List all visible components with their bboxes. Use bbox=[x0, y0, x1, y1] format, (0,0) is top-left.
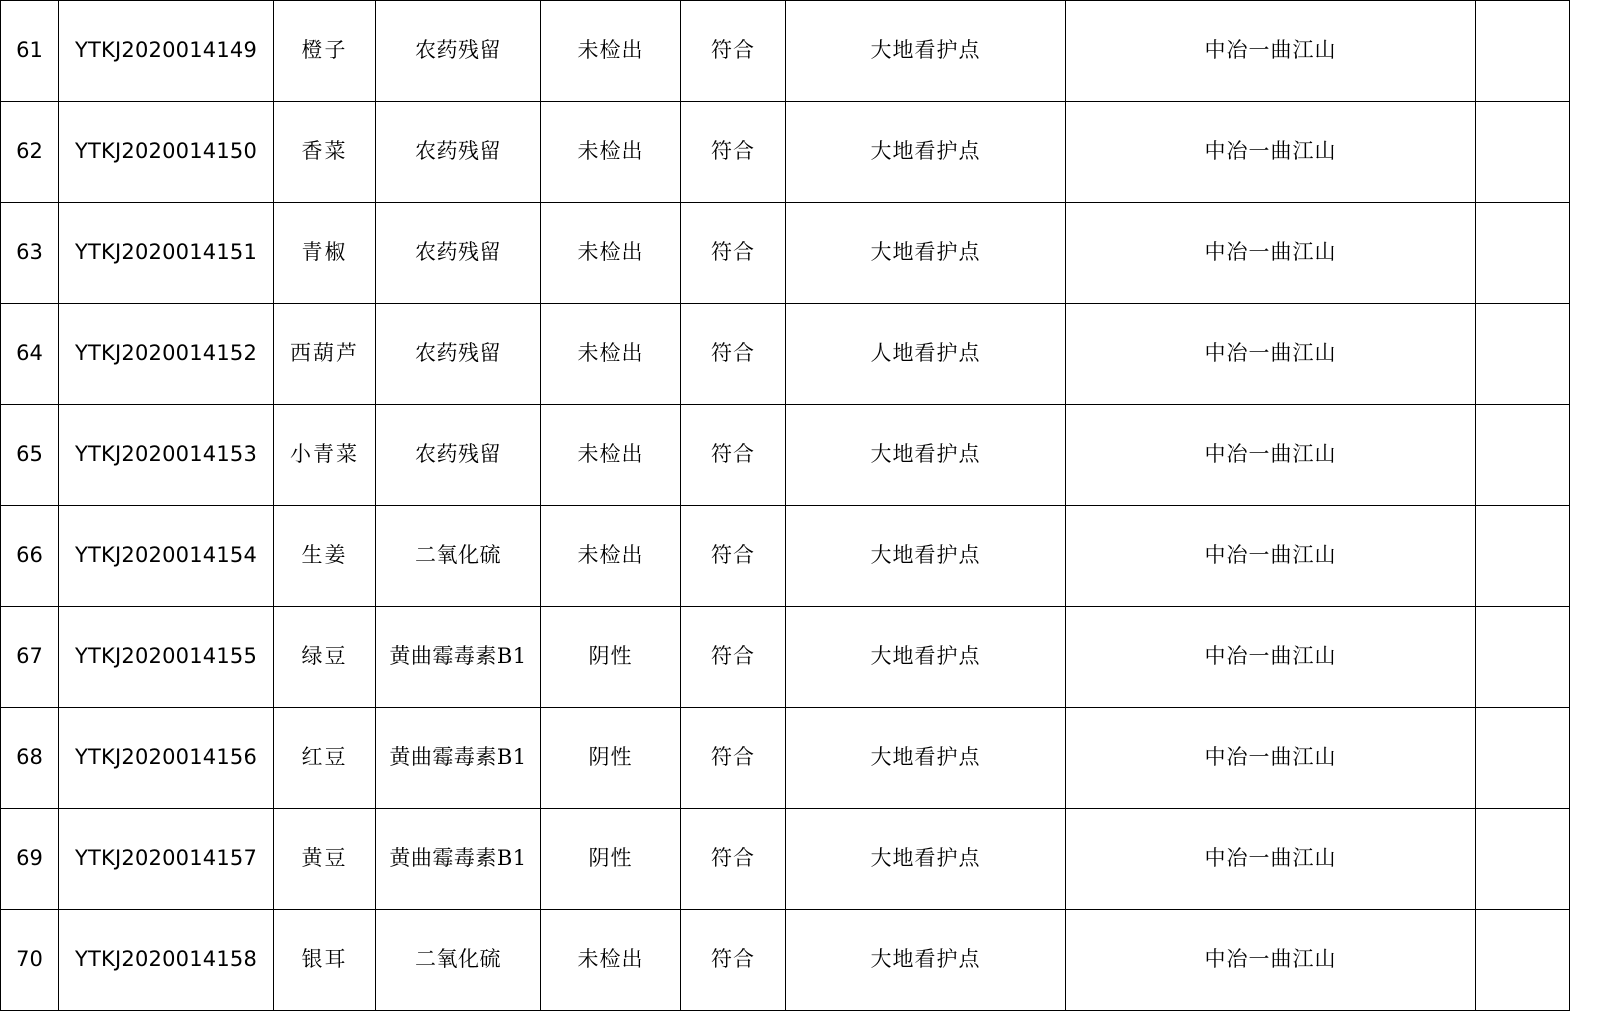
sample-name: 青椒 bbox=[274, 203, 376, 304]
table-row bbox=[1, 809, 1570, 910]
remark bbox=[1476, 708, 1570, 809]
sample-code: YTKJ2020014157 bbox=[59, 809, 274, 910]
test-item: 农药残留 bbox=[376, 1, 541, 102]
test-result: 未检出 bbox=[541, 203, 681, 304]
sampling-unit: 中冶一曲江山 bbox=[1066, 102, 1476, 203]
test-item: 农药残留 bbox=[376, 203, 541, 304]
sample-name: 西葫芦 bbox=[274, 304, 376, 405]
table-row bbox=[1, 304, 1570, 405]
sampling-place: 大地看护点 bbox=[786, 203, 1066, 304]
sample-code: YTKJ2020014154 bbox=[59, 506, 274, 607]
sampling-place: 大地看护点 bbox=[786, 1, 1066, 102]
table-row bbox=[1, 1, 1570, 102]
sampling-unit: 中冶一曲江山 bbox=[1066, 304, 1476, 405]
remark bbox=[1476, 910, 1570, 1011]
sample-code: YTKJ2020014152 bbox=[59, 304, 274, 405]
sampling-unit: 中冶一曲江山 bbox=[1066, 405, 1476, 506]
test-result: 未检出 bbox=[541, 304, 681, 405]
table-row bbox=[1, 910, 1570, 1011]
sampling-place: 大地看护点 bbox=[786, 405, 1066, 506]
sampling-place: 大地看护点 bbox=[786, 102, 1066, 203]
test-item: 黄曲霉毒素B1 bbox=[376, 607, 541, 708]
conclusion: 符合 bbox=[681, 304, 786, 405]
sample-name: 小青菜 bbox=[274, 405, 376, 506]
table-row bbox=[1, 708, 1570, 809]
test-item: 二氧化硫 bbox=[376, 910, 541, 1011]
sample-name: 绿豆 bbox=[274, 607, 376, 708]
row-index: 67 bbox=[1, 607, 59, 708]
row-index: 63 bbox=[1, 203, 59, 304]
test-item: 农药残留 bbox=[376, 304, 541, 405]
test-item: 黄曲霉毒素B1 bbox=[376, 708, 541, 809]
conclusion: 符合 bbox=[681, 910, 786, 1011]
sampling-unit: 中冶一曲江山 bbox=[1066, 203, 1476, 304]
sampling-place: 人地看护点 bbox=[786, 304, 1066, 405]
sampling-unit: 中冶一曲江山 bbox=[1066, 809, 1476, 910]
sampling-unit: 中冶一曲江山 bbox=[1066, 910, 1476, 1011]
test-item: 农药残留 bbox=[376, 405, 541, 506]
sample-code: YTKJ2020014156 bbox=[59, 708, 274, 809]
conclusion: 符合 bbox=[681, 203, 786, 304]
conclusion: 符合 bbox=[681, 809, 786, 910]
conclusion: 符合 bbox=[681, 506, 786, 607]
row-index: 70 bbox=[1, 910, 59, 1011]
test-result: 未检出 bbox=[541, 405, 681, 506]
row-index: 62 bbox=[1, 102, 59, 203]
test-result: 阴性 bbox=[541, 607, 681, 708]
sample-code: YTKJ2020014151 bbox=[59, 203, 274, 304]
sampling-place: 大地看护点 bbox=[786, 506, 1066, 607]
sampling-place: 大地看护点 bbox=[786, 809, 1066, 910]
test-result: 未检出 bbox=[541, 1, 681, 102]
row-index: 68 bbox=[1, 708, 59, 809]
sample-code: YTKJ2020014158 bbox=[59, 910, 274, 1011]
test-item: 农药残留 bbox=[376, 102, 541, 203]
remark bbox=[1476, 506, 1570, 607]
sample-code: YTKJ2020014155 bbox=[59, 607, 274, 708]
conclusion: 符合 bbox=[681, 607, 786, 708]
row-index: 64 bbox=[1, 304, 59, 405]
sampling-place: 大地看护点 bbox=[786, 607, 1066, 708]
test-result: 阴性 bbox=[541, 809, 681, 910]
sample-name: 银耳 bbox=[274, 910, 376, 1011]
sample-name: 生姜 bbox=[274, 506, 376, 607]
sampling-unit: 中冶一曲江山 bbox=[1066, 708, 1476, 809]
row-index: 61 bbox=[1, 1, 59, 102]
conclusion: 符合 bbox=[681, 708, 786, 809]
row-index: 69 bbox=[1, 809, 59, 910]
sampling-unit: 中冶一曲江山 bbox=[1066, 607, 1476, 708]
test-item: 黄曲霉毒素B1 bbox=[376, 809, 541, 910]
sample-code: YTKJ2020014153 bbox=[59, 405, 274, 506]
table-row bbox=[1, 102, 1570, 203]
remark bbox=[1476, 304, 1570, 405]
conclusion: 符合 bbox=[681, 1, 786, 102]
remark bbox=[1476, 607, 1570, 708]
test-item: 二氧化硫 bbox=[376, 506, 541, 607]
sample-name: 红豆 bbox=[274, 708, 376, 809]
remark bbox=[1476, 102, 1570, 203]
test-result: 未检出 bbox=[541, 910, 681, 1011]
table-row bbox=[1, 203, 1570, 304]
sample-name: 黄豆 bbox=[274, 809, 376, 910]
conclusion: 符合 bbox=[681, 405, 786, 506]
row-index: 66 bbox=[1, 506, 59, 607]
remark bbox=[1476, 1, 1570, 102]
table-body bbox=[1, 1, 1570, 1011]
sampling-unit: 中冶一曲江山 bbox=[1066, 506, 1476, 607]
row-index: 65 bbox=[1, 405, 59, 506]
test-result: 未检出 bbox=[541, 506, 681, 607]
table-row bbox=[1, 506, 1570, 607]
sampling-place: 大地看护点 bbox=[786, 708, 1066, 809]
test-result: 阴性 bbox=[541, 708, 681, 809]
table-row bbox=[1, 405, 1570, 506]
sampling-unit: 中冶一曲江山 bbox=[1066, 1, 1476, 102]
sample-name: 香菜 bbox=[274, 102, 376, 203]
sampling-place: 大地看护点 bbox=[786, 910, 1066, 1011]
conclusion: 符合 bbox=[681, 102, 786, 203]
table-row bbox=[1, 607, 1570, 708]
sample-code: YTKJ2020014149 bbox=[59, 1, 274, 102]
test-result: 未检出 bbox=[541, 102, 681, 203]
remark bbox=[1476, 405, 1570, 506]
remark bbox=[1476, 203, 1570, 304]
sample-code: YTKJ2020014150 bbox=[59, 102, 274, 203]
sample-name: 橙子 bbox=[274, 1, 376, 102]
remark bbox=[1476, 809, 1570, 910]
